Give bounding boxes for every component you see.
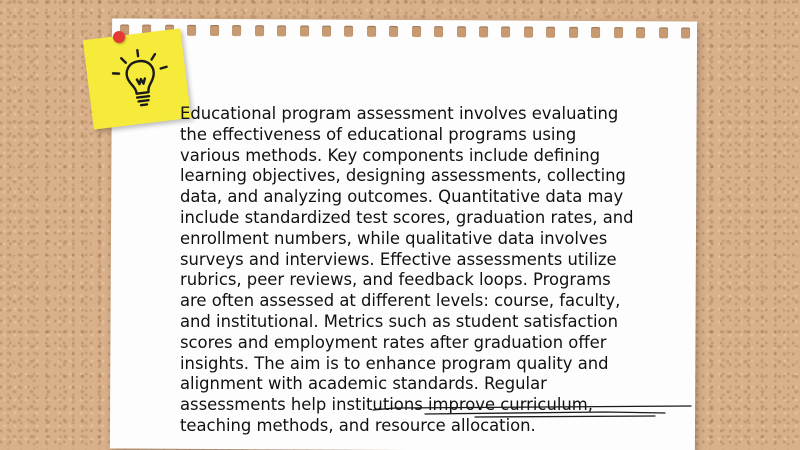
hole [457,26,466,37]
hole [614,27,623,38]
hole [367,25,376,36]
hole [434,26,443,37]
lightbulb-icon [106,42,176,117]
hole [546,26,555,37]
hole [681,27,690,38]
hole [389,25,398,36]
hole [412,26,421,37]
push-pin [113,31,125,43]
hole [255,25,264,36]
spiral-holes [120,24,690,39]
hole [322,25,331,36]
hole [232,25,241,36]
hole [591,26,600,37]
hole [210,24,219,35]
pen-scribble [365,396,695,418]
hole [636,27,645,38]
hole [501,26,510,37]
hole [659,27,668,38]
hole [524,26,533,37]
hole [300,25,309,36]
hole [344,25,353,36]
paper-body-text: Educational program assessment involves evaluating the effectiveness of educational programs using various methods. Key components include defining learning objectives, designing assessments, collecting data, and analyzing outcomes. Quantitative data may include standardized test scores, graduation rates, and enrollment numbers, while qualitative data involves surveys and interviews. Effective assessments utilize rubrics, peer reviews, and feedback loops. Programs are often assessed at different levels: course, faculty, and institutional. Metrics such as student satisfaction scores and employment rates after graduation offer insights. The aim is to enhance program quality and alignment with academic standards. Regular assessments help institutions improve curriculum, teaching methods, and resource allocation. [180,104,634,435]
hole [569,26,578,37]
hole [277,25,286,36]
hole [479,26,488,37]
hole [187,24,196,35]
